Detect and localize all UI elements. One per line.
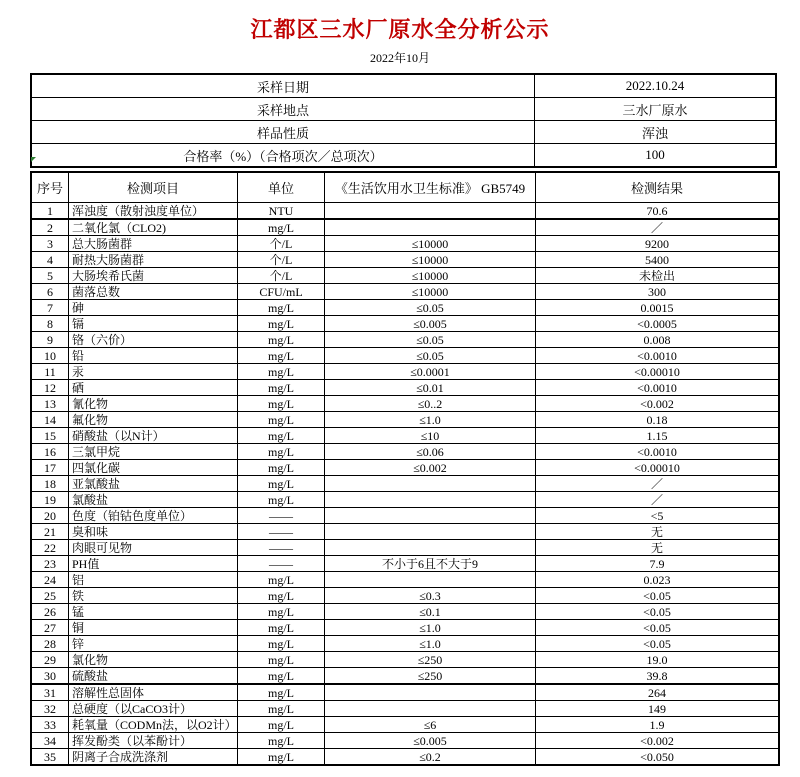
row-no: 27 <box>31 620 69 636</box>
table-row <box>31 348 779 364</box>
item-unit: mg/L <box>238 364 325 380</box>
row-no: 15 <box>31 428 69 444</box>
item-result: <0.0010 <box>536 444 780 460</box>
item-unit: mg/L <box>238 412 325 428</box>
item-unit: 个/L <box>238 252 325 268</box>
item-result: <0.0010 <box>536 380 780 396</box>
item-standard <box>325 492 536 508</box>
item-name: 铝 <box>69 572 238 588</box>
item-unit: —— <box>238 524 325 540</box>
item-standard: ≤0.002 <box>325 460 536 476</box>
item-standard <box>325 684 536 701</box>
row-no: 35 <box>31 749 69 766</box>
item-standard: ≤0.3 <box>325 588 536 604</box>
header-unit: 单位 <box>238 172 325 203</box>
cell-flag-triangle-icon <box>31 157 36 162</box>
item-name: 锰 <box>69 604 238 620</box>
row-no: 7 <box>31 300 69 316</box>
item-name: 大肠埃希氏菌 <box>69 268 238 284</box>
item-unit: —— <box>238 508 325 524</box>
row-no: 21 <box>31 524 69 540</box>
item-standard: ≤1.0 <box>325 620 536 636</box>
table-row <box>31 332 779 348</box>
item-name: 色度（铂钴色度单位） <box>69 508 238 524</box>
item-result: ／ <box>536 219 780 236</box>
table-row <box>31 508 779 524</box>
table-row <box>31 268 779 284</box>
item-unit: CFU/mL <box>238 284 325 300</box>
header-result: 检测结果 <box>536 172 780 203</box>
row-no: 31 <box>31 684 69 701</box>
info-label: 合格率（%）（合格项次／总项次） <box>31 144 535 168</box>
item-unit: mg/L <box>238 620 325 636</box>
table-row <box>31 236 779 252</box>
item-standard: ≤0.005 <box>325 733 536 749</box>
item-standard <box>325 540 536 556</box>
item-name: 铁 <box>69 588 238 604</box>
item-name: 氰化物 <box>69 396 238 412</box>
item-result: <0.00010 <box>536 460 780 476</box>
item-result: <0.05 <box>536 588 780 604</box>
info-row <box>31 144 776 168</box>
item-unit: 个/L <box>238 236 325 252</box>
item-unit: —— <box>238 556 325 572</box>
table-row <box>31 219 779 236</box>
table-row <box>31 540 779 556</box>
sample-info-body <box>31 74 776 167</box>
item-name: 总大肠菌群 <box>69 236 238 252</box>
item-unit: mg/L <box>238 652 325 668</box>
row-no: 12 <box>31 380 69 396</box>
row-no: 6 <box>31 284 69 300</box>
item-standard: ≤10000 <box>325 268 536 284</box>
table-row <box>31 572 779 588</box>
row-no: 17 <box>31 460 69 476</box>
item-result: 0.008 <box>536 332 780 348</box>
item-name: 溶解性总固体 <box>69 684 238 701</box>
item-standard: 不小于6且不大于9 <box>325 556 536 572</box>
header-no: 序号 <box>31 172 69 203</box>
item-name: 硒 <box>69 380 238 396</box>
table-row <box>31 444 779 460</box>
item-standard: ≤10000 <box>325 284 536 300</box>
item-name: 臭和味 <box>69 524 238 540</box>
item-name: 肉眼可见物 <box>69 540 238 556</box>
table-row <box>31 284 779 300</box>
item-unit: mg/L <box>238 300 325 316</box>
item-standard <box>325 524 536 540</box>
item-result: 19.0 <box>536 652 780 668</box>
item-result: ／ <box>536 476 780 492</box>
table-row <box>31 620 779 636</box>
item-standard: ≤0.05 <box>325 332 536 348</box>
item-result: <0.002 <box>536 733 780 749</box>
row-no: 16 <box>31 444 69 460</box>
item-result: 9200 <box>536 236 780 252</box>
row-no: 3 <box>31 236 69 252</box>
table-row <box>31 380 779 396</box>
row-no: 26 <box>31 604 69 620</box>
row-no: 8 <box>31 316 69 332</box>
item-standard: ≤0.0001 <box>325 364 536 380</box>
info-value: 浑浊 <box>535 121 777 144</box>
item-result: <0.05 <box>536 636 780 652</box>
table-row <box>31 476 779 492</box>
item-unit: mg/L <box>238 428 325 444</box>
page-title: 江都区三水厂原水全分析公示 <box>250 17 550 42</box>
item-unit: mg/L <box>238 588 325 604</box>
item-unit: mg/L <box>238 316 325 332</box>
item-result: <5 <box>536 508 780 524</box>
item-result: 未检出 <box>536 268 780 284</box>
row-no: 29 <box>31 652 69 668</box>
table-row <box>31 556 779 572</box>
row-no: 33 <box>31 717 69 733</box>
item-result: <0.05 <box>536 620 780 636</box>
item-result: <0.0010 <box>536 348 780 364</box>
info-value: 2022.10.24 <box>535 74 777 98</box>
item-standard: ≤10000 <box>325 236 536 252</box>
item-name: 汞 <box>69 364 238 380</box>
header-standard: 《生活饮用水卫生标准》 GB5749 <box>325 172 536 203</box>
row-no: 34 <box>31 733 69 749</box>
item-result: 无 <box>536 540 780 556</box>
row-no: 2 <box>31 219 69 236</box>
item-unit: mg/L <box>238 733 325 749</box>
item-result: <0.0005 <box>536 316 780 332</box>
row-no: 32 <box>31 701 69 717</box>
table-row <box>31 396 779 412</box>
table-row <box>31 717 779 733</box>
row-no: 10 <box>31 348 69 364</box>
item-unit: mg/L <box>238 219 325 236</box>
row-no: 28 <box>31 636 69 652</box>
item-result: 0.18 <box>536 412 780 428</box>
item-name: 三氯甲烷 <box>69 444 238 460</box>
item-unit: mg/L <box>238 604 325 620</box>
item-name: 氟化物 <box>69 412 238 428</box>
info-row <box>31 121 776 144</box>
item-unit: mg/L <box>238 717 325 733</box>
item-name: 镉 <box>69 316 238 332</box>
info-label: 采样日期 <box>31 74 535 98</box>
item-result: <0.002 <box>536 396 780 412</box>
results-header-row <box>31 172 779 203</box>
row-no: 9 <box>31 332 69 348</box>
item-standard: ≤6 <box>325 717 536 733</box>
item-standard <box>325 219 536 236</box>
item-standard: ≤1.0 <box>325 636 536 652</box>
table-row <box>31 524 779 540</box>
item-result: 70.6 <box>536 203 780 220</box>
item-unit: mg/L <box>238 476 325 492</box>
item-name: 砷 <box>69 300 238 316</box>
item-result: 无 <box>536 524 780 540</box>
table-row <box>31 733 779 749</box>
item-name: 硝酸盐（以N计） <box>69 428 238 444</box>
item-standard <box>325 508 536 524</box>
item-result: 0.0015 <box>536 300 780 316</box>
results-table <box>30 171 780 766</box>
item-standard: ≤250 <box>325 652 536 668</box>
row-no: 20 <box>31 508 69 524</box>
table-row <box>31 652 779 668</box>
item-name: 耐热大肠菌群 <box>69 252 238 268</box>
item-unit: mg/L <box>238 380 325 396</box>
item-standard: ≤0.06 <box>325 444 536 460</box>
row-no: 18 <box>31 476 69 492</box>
item-unit: mg/L <box>238 492 325 508</box>
row-no: 30 <box>31 668 69 685</box>
row-no: 14 <box>31 412 69 428</box>
sample-info-table <box>30 73 777 168</box>
item-name: 铜 <box>69 620 238 636</box>
row-no: 11 <box>31 364 69 380</box>
row-no: 13 <box>31 396 69 412</box>
table-row <box>31 749 779 766</box>
item-unit: mg/L <box>238 668 325 685</box>
item-result: 1.9 <box>536 717 780 733</box>
item-standard <box>325 476 536 492</box>
item-name: 锌 <box>69 636 238 652</box>
info-value: 三水厂原水 <box>535 98 777 121</box>
item-result: 300 <box>536 284 780 300</box>
item-result: 264 <box>536 684 780 701</box>
item-standard: ≤250 <box>325 668 536 685</box>
table-row <box>31 684 779 701</box>
item-name: 总硬度（以CaCO3计） <box>69 701 238 717</box>
item-result: 5400 <box>536 252 780 268</box>
table-row <box>31 668 779 685</box>
item-standard: ≤10000 <box>325 252 536 268</box>
item-unit: mg/L <box>238 332 325 348</box>
report-month: 2022年10月 <box>369 51 430 65</box>
item-standard <box>325 701 536 717</box>
item-unit: —— <box>238 540 325 556</box>
row-no: 25 <box>31 588 69 604</box>
row-no: 24 <box>31 572 69 588</box>
item-standard: ≤0.05 <box>325 300 536 316</box>
item-name: 四氯化碳 <box>69 460 238 476</box>
table-row <box>31 588 779 604</box>
item-result: <0.00010 <box>536 364 780 380</box>
item-standard: ≤1.0 <box>325 412 536 428</box>
item-unit: mg/L <box>238 636 325 652</box>
item-result: 149 <box>536 701 780 717</box>
row-no: 4 <box>31 252 69 268</box>
item-name: 铅 <box>69 348 238 364</box>
table-row <box>31 492 779 508</box>
item-result: 1.15 <box>536 428 780 444</box>
table-row <box>31 636 779 652</box>
item-unit: mg/L <box>238 396 325 412</box>
info-label: 采样地点 <box>31 98 535 121</box>
table-row <box>31 300 779 316</box>
item-name: 铬（六价） <box>69 332 238 348</box>
item-standard: ≤0..2 <box>325 396 536 412</box>
info-row <box>31 98 776 121</box>
row-no: 1 <box>31 203 69 220</box>
item-standard <box>325 203 536 220</box>
item-unit: mg/L <box>238 572 325 588</box>
item-result: <0.050 <box>536 749 780 766</box>
row-no: 22 <box>31 540 69 556</box>
results-body <box>31 203 779 766</box>
info-label: 样品性质 <box>31 121 535 144</box>
table-row <box>31 203 779 220</box>
item-name: 二氧化氯（CLO2) <box>69 219 238 236</box>
item-result: 0.023 <box>536 572 780 588</box>
table-row <box>31 604 779 620</box>
item-name: 亚氯酸盐 <box>69 476 238 492</box>
item-unit: 个/L <box>238 268 325 284</box>
item-unit: NTU <box>238 203 325 220</box>
item-name: 氯酸盐 <box>69 492 238 508</box>
item-standard: ≤0.005 <box>325 316 536 332</box>
table-row <box>31 252 779 268</box>
info-row <box>31 74 776 98</box>
item-standard: ≤0.01 <box>325 380 536 396</box>
info-value: 100 <box>535 144 777 168</box>
table-row <box>31 364 779 380</box>
table-row <box>31 412 779 428</box>
table-row <box>31 701 779 717</box>
item-result: 7.9 <box>536 556 780 572</box>
row-no: 5 <box>31 268 69 284</box>
item-standard: ≤0.05 <box>325 348 536 364</box>
item-name: 菌落总数 <box>69 284 238 300</box>
item-unit: mg/L <box>238 444 325 460</box>
table-row <box>31 316 779 332</box>
item-name: 阴离子合成洗涤剂 <box>69 749 238 766</box>
item-standard: ≤0.1 <box>325 604 536 620</box>
item-name: 挥发酚类（以苯酚计） <box>69 733 238 749</box>
item-name: 浑浊度（散射浊度单位） <box>69 203 238 220</box>
item-name: PH值 <box>69 556 238 572</box>
item-name: 氯化物 <box>69 652 238 668</box>
item-name: 硫酸盐 <box>69 668 238 685</box>
item-standard: ≤0.2 <box>325 749 536 766</box>
table-row <box>31 428 779 444</box>
item-unit: mg/L <box>238 460 325 476</box>
header-item: 检测项目 <box>69 172 238 203</box>
item-standard <box>325 572 536 588</box>
row-no: 23 <box>31 556 69 572</box>
item-result: <0.05 <box>536 604 780 620</box>
item-unit: mg/L <box>238 749 325 766</box>
item-unit: mg/L <box>238 701 325 717</box>
item-result: 39.8 <box>536 668 780 685</box>
item-standard: ≤10 <box>325 428 536 444</box>
item-result: ／ <box>536 492 780 508</box>
item-unit: mg/L <box>238 348 325 364</box>
table-row <box>31 460 779 476</box>
row-no: 19 <box>31 492 69 508</box>
item-name: 耗氧量（CODMn法，以O2计） <box>69 717 238 733</box>
item-unit: mg/L <box>238 684 325 701</box>
